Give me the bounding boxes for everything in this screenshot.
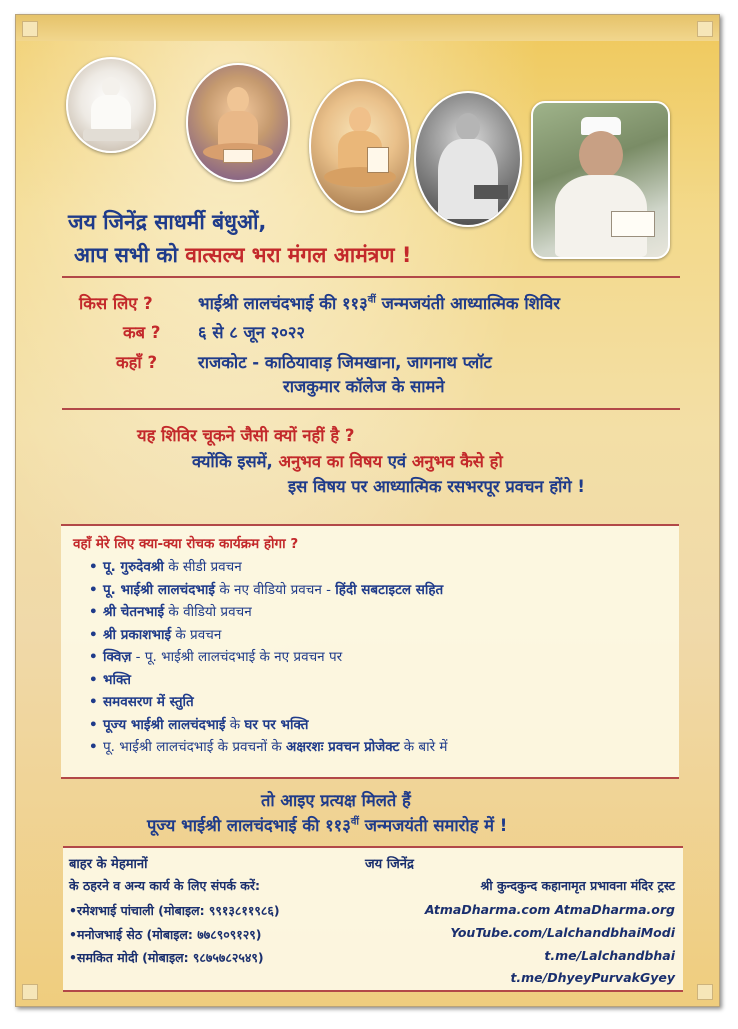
- where-row: [116, 350, 157, 373]
- list-item: • पू. भाईश्री लालचंदभाई के प्रवचनों के अक्षरशः प्रवचन प्रोजेक्ट के बारे में: [89, 736, 448, 759]
- program-box: [61, 524, 679, 779]
- corner-ornament: [22, 984, 38, 1000]
- website-link[interactable]: AtmaDharma.com AtmaDharma.org: [424, 902, 675, 917]
- list-item: • समवसरण में स्तुति: [89, 691, 448, 714]
- corner-ornament: [22, 21, 38, 37]
- divider: [62, 408, 680, 410]
- program-list: [89, 556, 448, 759]
- telegram-link-2[interactable]: t.me/DhyeyPurvakGyey: [510, 970, 675, 985]
- contact-box: [63, 846, 683, 992]
- program-title: वहाँ मेरे लिए क्या-क्या रोचक कार्यक्रम होगा ?: [73, 536, 299, 552]
- why-answer-1: क्योंकि इसमें, अनुभव का विषय एवं अनुभव कैसे हो: [192, 452, 503, 471]
- divider: [62, 276, 680, 278]
- list-item: • श्री चेतनभाई के वीडियो प्रवचन: [89, 601, 448, 624]
- contact-person: •समकित मोदी (मोबाइल: ९८७५७८२५४९): [69, 950, 264, 965]
- greeting-jai-jinendra: जय जिनेंद्र: [365, 857, 414, 872]
- contact-person: •रमेशभाई पांचाली (मोबाइल: ९९१३८११९८६): [69, 903, 280, 918]
- invitation-poster: [15, 14, 720, 1007]
- when-row: [123, 320, 160, 343]
- corner-ornament: [697, 21, 713, 37]
- contact-person: •मनोजभाई सेठ (मोबाइल: ७७८९०९१२९): [69, 927, 262, 942]
- list-item: • भक्ति: [89, 669, 448, 692]
- purpose-row: [79, 291, 153, 314]
- purpose-value: भाईश्री लालचंदभाई की $११३^{वीं}$ जन्मजयंती आध्यात्मिक शिविर: [198, 294, 561, 313]
- why-answer-2: इस विषय पर आध्यात्मिक रसभरपूर प्रवचन होंगे !: [288, 477, 585, 496]
- where-value-2: राजकुमार कॉलेज के सामने: [283, 377, 445, 396]
- list-item: • क्विज़ - पू. भाईश्री लालचंदभाई के नए प्रवचन पर: [89, 646, 448, 669]
- youtube-link[interactable]: YouTube.com/LalchandbhaiModi: [450, 925, 675, 940]
- trust-name: श्री कुन्दकुन्द कहानामृत प्रभावना मंदिर ट्रस्ट: [480, 878, 675, 893]
- when-value: ६ से ८ जून २०२२: [198, 323, 306, 342]
- telegram-link[interactable]: t.me/Lalchandbhai: [544, 948, 675, 963]
- invitation-line: [74, 241, 411, 269]
- poster-top-band: [16, 15, 719, 41]
- list-item: • पूज्य भाईश्री लालचंदभाई के घर पर भक्ति: [89, 714, 448, 737]
- portrait-idol: [66, 57, 156, 153]
- greeting-line: [68, 208, 266, 236]
- invitation-prefix: आप सभी को: [74, 243, 186, 267]
- closing-line-1: तो आइए प्रत्यक्ष मिलते हैं: [261, 791, 411, 810]
- when-label: कब ?: [123, 323, 161, 342]
- why-question: यह शिविर चूकने जैसी क्यों नहीं है ?: [137, 426, 355, 445]
- guests-subtitle: के ठहरने व अन्य कार्य के लिए संपर्क करें:: [69, 878, 260, 893]
- where-label: कहाँ ?: [116, 353, 158, 372]
- list-item: • श्री प्रकाशभाई के प्रवचन: [89, 624, 448, 647]
- where-value-1: राजकोट - काठियावाड़ जिमखाना, जागनाथ प्लॉट: [198, 353, 492, 372]
- invitation-highlight: वात्सल्य भरा मंगल आमंत्रण !: [185, 243, 412, 267]
- guests-title: बाहर के मेहमानों: [69, 857, 148, 872]
- closing-line-2: पूज्य भाईश्री लालचंदभाई की $११३^{वीं}$ जन्मजयंती समारोह में !: [147, 816, 508, 835]
- greeting-text: जय जिनेंद्र साधर्मी बंधुओं,: [68, 210, 267, 234]
- list-item: • पू. गुरुदेवश्री के सीडी प्रवचन: [89, 556, 448, 579]
- portrait-gurudev: [414, 91, 522, 227]
- portrait-acharya-2: [309, 79, 411, 213]
- corner-ornament: [697, 984, 713, 1000]
- portrait-lalchandbhai: [531, 101, 670, 259]
- purpose-label: किस लिए ?: [79, 294, 153, 313]
- portrait-acharya-1: [186, 63, 290, 182]
- list-item: • पू. भाईश्री लालचंदभाई के नए वीडियो प्रवचन - हिंदी सबटाइटल सहित: [89, 579, 448, 602]
